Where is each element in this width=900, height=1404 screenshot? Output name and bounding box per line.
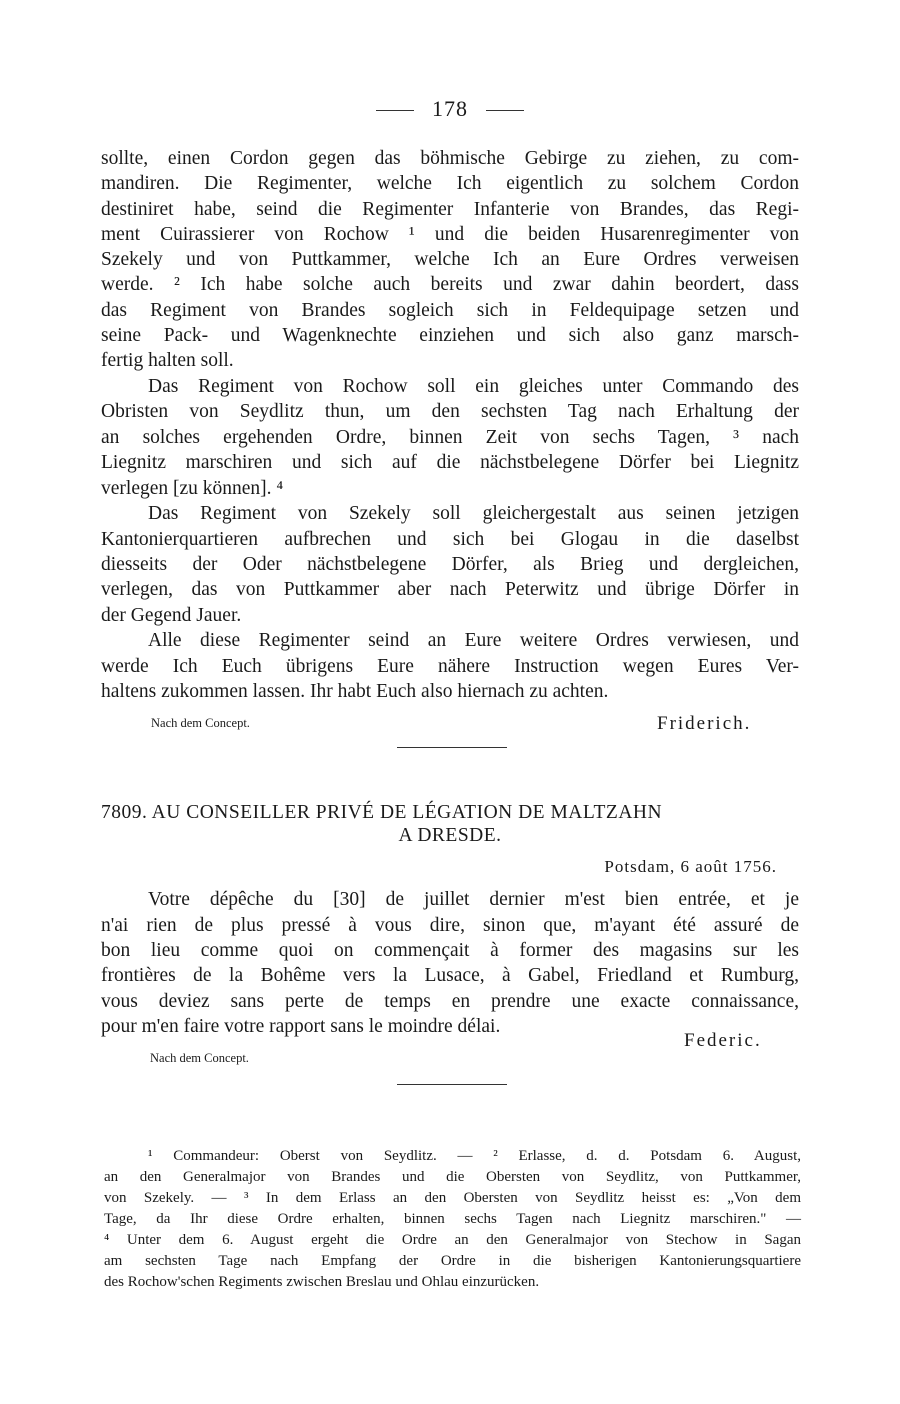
text-line: werde. ² Ich habe solche auch bereits und zwar dahin beordert, dass [101, 274, 799, 295]
footnote-line: ¹ Commandeur: Oberst von Seydlitz. — ² Erlasse, d. d. Potsdam 6. August, [148, 1148, 801, 1164]
footnote-line: des Rochow'schen Regiments zwischen Breslau und Ohlau einzurücken. [104, 1274, 540, 1290]
separator-rule [397, 1084, 507, 1085]
page-number [0, 96, 900, 122]
text-line: verlegen [zu können]. ⁴ [101, 478, 284, 499]
signature: Friderich. [657, 713, 752, 734]
source-note: Nach dem Concept. [151, 716, 250, 730]
text-line: seine Pack- und Wagenknechte einziehen und sich also ganz marsch- [101, 325, 799, 346]
text-line: werde Ich Euch übrigens Eure nähere Instruction wegen Eures Ver- [101, 656, 799, 677]
text-line: destiniret habe, seind die Regimenter Infanterie von Brandes, das Regi- [101, 199, 799, 220]
page-number-dash-left [376, 110, 414, 111]
text-line: haltens zukommen lassen. Ihr habt Euch also hiernach zu achten. [101, 681, 609, 702]
page-number-text: 178 [432, 96, 468, 121]
text-line: der Gegend Jauer. [101, 605, 242, 626]
text-line: n'ai rien de plus pressé à vous dire, sinon que, m'ayant été assuré de [101, 915, 799, 936]
text-line: Kantonierquartieren aufbrechen und sich bei Glogau in die daselbst [101, 529, 799, 550]
signature: Federic. [684, 1030, 762, 1051]
letter-heading-continued: A DRESDE. [398, 825, 502, 846]
text-line: frontières de la Bohême vers la Lusace, à Gabel, Friedland et Rumburg, [101, 965, 799, 986]
text-line: Votre dépêche du [30] de juillet dernier m'est bien entrée, et je [148, 889, 799, 910]
text-line: pour m'en faire votre rapport sans le moindre délai. [101, 1016, 501, 1037]
text-line: Das Regiment von Szekely soll gleichergestalt aus seinen jetzigen [148, 503, 799, 524]
footnote-line: am sechsten Tage nach Empfang der Ordre in die bisherigen Kantonierungsquartiere [104, 1253, 801, 1269]
footnote-line: von Szekely. — ³ In dem Erlass an den Obersten von Seydlitz heisst es: „Von dem [104, 1190, 801, 1206]
text-line: bon lieu comme quoi on commençait à former des magasins sur les [101, 940, 799, 961]
text-line: Das Regiment von Rochow soll ein gleiches unter Commando des [148, 376, 799, 397]
footnote-line: ⁴ Unter dem 6. August ergeht die Ordre an den Generalmajor von Stechow in Sagan [104, 1232, 801, 1248]
text-line: an solches ergehenden Ordre, binnen Zeit von sechs Tagen, ³ nach [101, 427, 799, 448]
text-line: mandiren. Die Regimenter, welche Ich eigentlich zu solchem Cordon [101, 173, 799, 194]
dateline: Potsdam, 6 août 1756. [604, 857, 777, 876]
text-line: sollte, einen Cordon gegen das böhmische Gebirge zu ziehen, zu com- [101, 148, 799, 169]
text-line: Szekely und von Puttkammer, welche Ich an Eure Ordres verweisen [101, 249, 799, 270]
text-line: Obristen von Seydlitz thun, um den sechsten Tag nach Erhaltung der [101, 401, 799, 422]
separator-rule [397, 747, 507, 748]
text-line: Liegnitz marschiren und sich auf die nächstbelegene Dörfer bei Liegnitz [101, 452, 799, 473]
letter-heading: 7809. AU CONSEILLER PRIVÉ DE LÉGATION DE MALTZAHN [101, 802, 663, 823]
footnote-line: an den Generalmajor von Brandes und die Obersten von Seydlitz, von Puttkammer, [104, 1169, 801, 1185]
footnote-line: Tage, da Ihr diese Ordre erhalten, binnen sechs Tagen nach Liegnitz marschiren." — [104, 1211, 801, 1227]
text-line: fertig halten soll. [101, 350, 234, 371]
text-line: verlegen, das von Puttkammer aber nach Peterwitz und übrige Dörfer in [101, 579, 799, 600]
text-line: vous deviez sans perte de temps en prendre une exacte connaissance, [101, 991, 799, 1012]
page-number-dash-right [486, 110, 524, 111]
text-line: das Regiment von Brandes sogleich sich in Feldequipage setzen und [101, 300, 799, 321]
text-line: ment Cuirassierer von Rochow ¹ und die beiden Husarenregimenter von [101, 224, 799, 245]
text-line: diesseits der Oder nächstbelegene Dörfer, als Brieg und dergleichen, [101, 554, 799, 575]
source-note: Nach dem Concept. [150, 1051, 249, 1065]
text-line: Alle diese Regimenter seind an Eure weitere Ordres verwiesen, und [148, 630, 799, 651]
